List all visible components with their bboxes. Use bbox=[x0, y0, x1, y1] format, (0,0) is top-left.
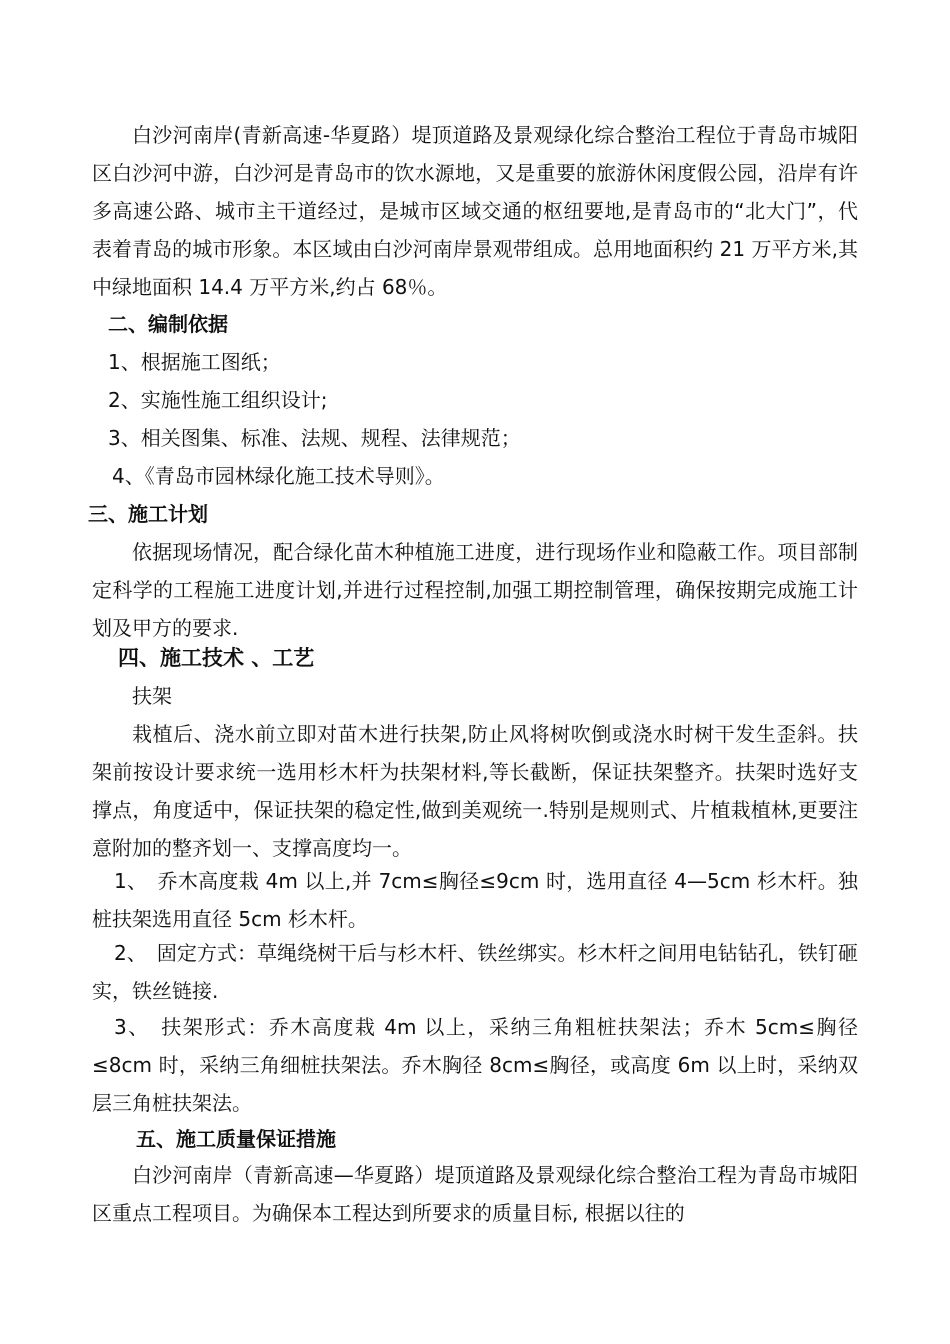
section-heading-plan: 三、施工计划 bbox=[88, 502, 208, 526]
technique-item-1: 1、 乔木高度栽 4m 以上,并 7cm≤胸径≤9cm 时，选用直径 4—5cm 杉木杆。独桩扶架选用直径 5cm 杉木杆。 bbox=[92, 869, 858, 931]
quality-paragraph: 白沙河南岸（青新高速—华夏路）堤顶道路及景观绿化综合整治工程为青岛市城阳区重点工程项目。为确保本工程达到所要求的质量目标, 根据以往的 bbox=[92, 1163, 858, 1225]
plan-paragraph: 依据现场情况，配合绿化苗木种植施工进度，进行现场作业和隐蔽工作。项目部制定科学的工程施工进度计划,并进行过程控制,加强工期控制管理，确保按期完成施工计划及甲方的要求. bbox=[92, 540, 858, 640]
basis-item-2: 2、实施性施工组织设计; bbox=[108, 388, 328, 412]
section-heading-technique: 四、施工技术 、工艺 bbox=[118, 646, 315, 670]
intro-paragraph: 白沙河南岸(青新高速-华夏路）堤顶道路及景观绿化综合整治工程位于青岛市城阳区白沙河中游，白沙河是青岛市的饮水源地，又是重要的旅游休闲度假公园，沿岸有许多高速公路、城市主干道经过，是城市区域交通的枢纽要地,是青岛市的“北大门”，代表着青岛的城市形象。本区域由白沙河南岸景观带组成。总用地面积约 21 万平方米,其中绿地面积 14.4 万平方米,约占 68％。 bbox=[92, 123, 858, 299]
basis-item-1: 1、根据施工图纸； bbox=[108, 350, 281, 374]
section-heading-quality: 五、施工质量保证措施 bbox=[136, 1127, 336, 1151]
subheading-support: 扶架 bbox=[132, 684, 172, 708]
technique-item-2: 2、 固定方式：草绳绕树干后与杉木杆、铁丝绑实。杉木杆之间用电钻钻孔，铁钉砸实，铁丝链接. bbox=[92, 941, 858, 1003]
support-paragraph: 栽植后、浇水前立即对苗木进行扶架,防止风将树吹倒或浇水时树干发生歪斜。扶架前按设计要求统一选用杉木杆为扶架材料,等长截断，保证扶架整齐。扶架时选好支撑点，角度适中，保证扶架的稳定性,做到美观统一.特别是规则式、片植栽植林,更要注意附加的整齐划一、支撑高度均一。 bbox=[92, 722, 858, 860]
section-heading-basis: 二、编制依据 bbox=[108, 312, 228, 336]
technique-item-3: 3、 扶架形式：乔木高度栽 4m 以上，采纳三角粗桩扶架法；乔木 5cm≤胸径≤8cm 时，采纳三角细桩扶架法。乔木胸径 8cm≤胸径，或高度 6m 以上时，采纳双层三角桩扶架法。 bbox=[92, 1015, 858, 1115]
basis-item-3: 3、相关图集、标准、法规、规程、法律规范； bbox=[108, 426, 521, 450]
basis-item-4: 4、《青岛市园林绿化施工技术导则》。 bbox=[112, 464, 445, 488]
